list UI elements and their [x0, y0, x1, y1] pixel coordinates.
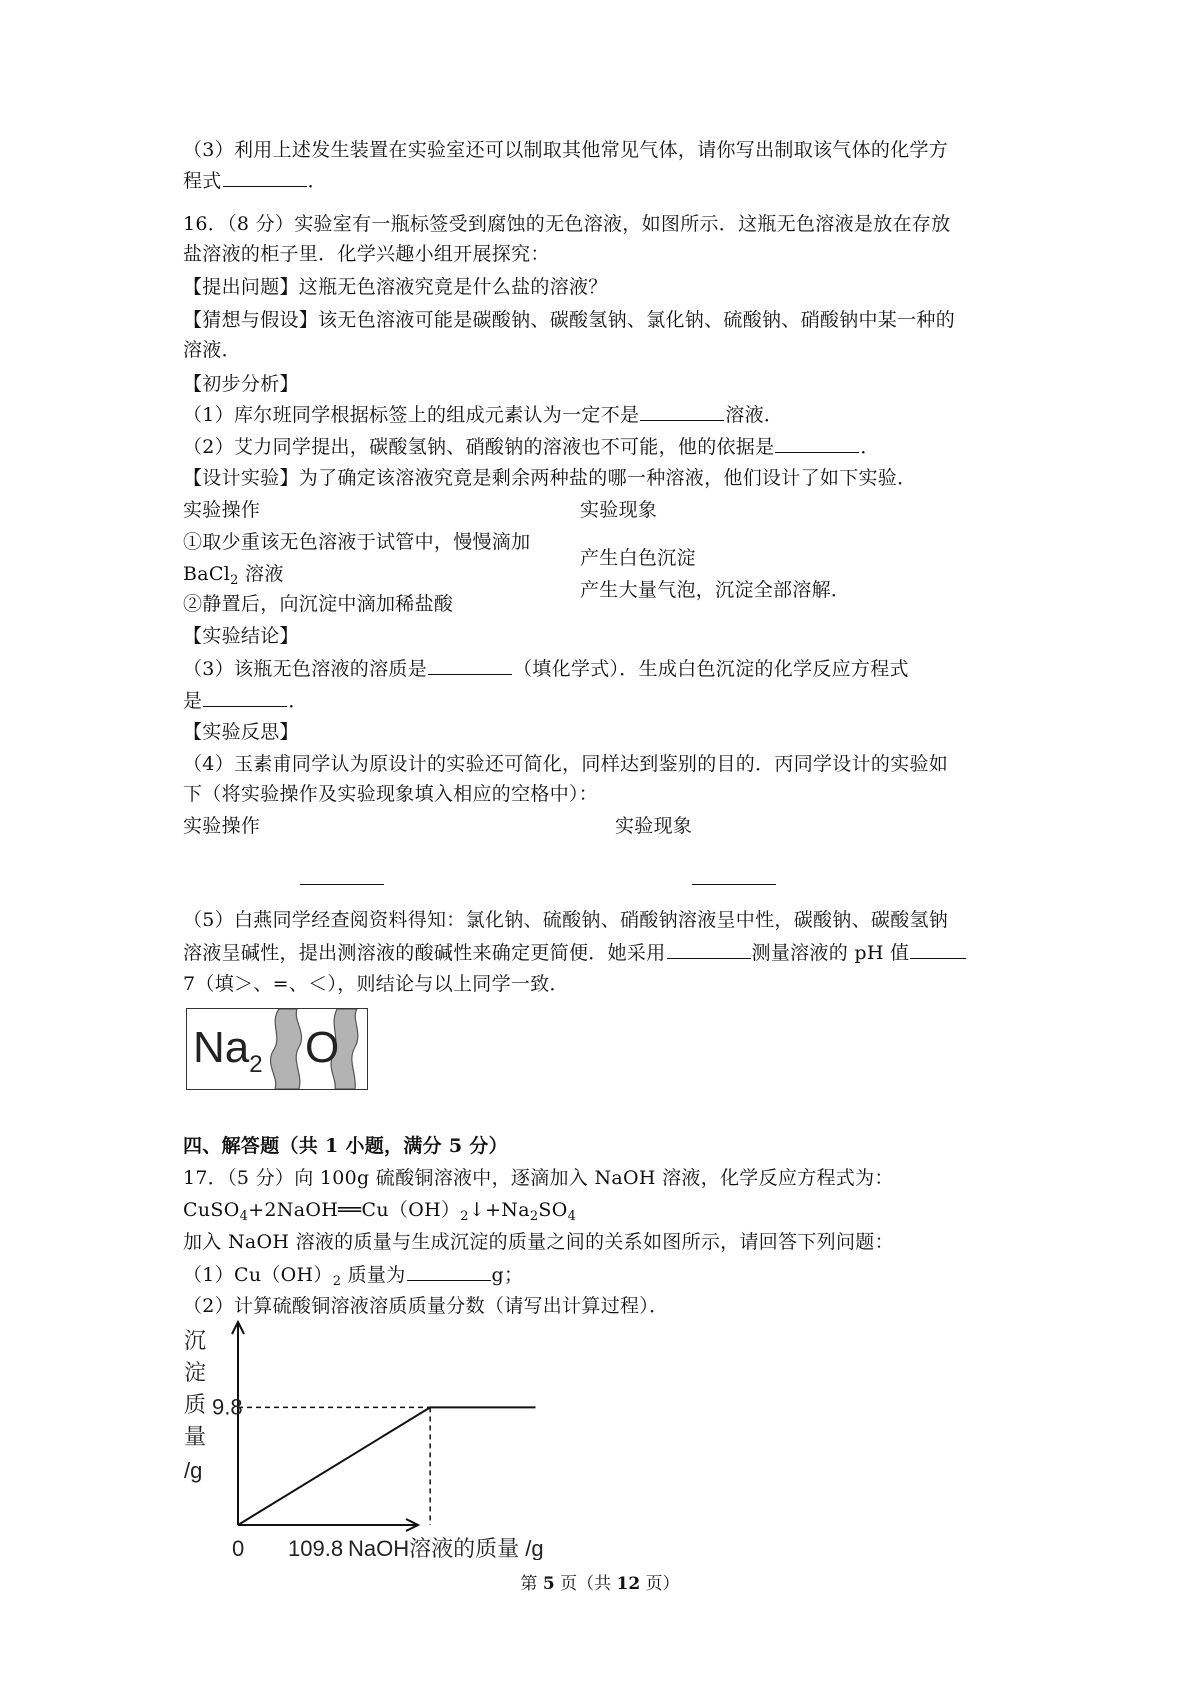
q16-part3-line1 — [183, 654, 909, 683]
text: 测量溶液的 pH 值 — [751, 942, 910, 964]
subscript: 2 — [529, 1209, 539, 1224]
subscript: 4 — [567, 1209, 577, 1224]
q16-design-heading: 【设计实验】为了确定该溶液究竟是剩余两种盐的哪一种溶液，他们设计了如下实验． — [183, 467, 917, 489]
label-na — [193, 1023, 263, 1078]
q16-reflection-heading: 【实验反思】 — [183, 721, 299, 743]
text: （3）该瓶无色溶液的溶质是 — [183, 658, 427, 680]
text: 溶液． — [725, 404, 784, 426]
text: 页） — [640, 1574, 680, 1594]
text: 程式 — [183, 170, 222, 192]
table1-op1-line2 — [183, 560, 284, 588]
subscript: 2 — [230, 573, 239, 588]
q16-stem-line1: 16．（8 分）实验室有一瓶标签受到腐蚀的无色溶液，如图所示．这瓶无色溶液是放在存放 — [183, 213, 951, 235]
q16-hypothesis-line1: 【猜想与假设】该无色溶液可能是碳酸钠、碳酸氢钠、氯化钠、硫酸钠、硝酸钠中某一种的 — [183, 309, 956, 331]
answer-blank[interactable] — [667, 938, 751, 959]
total-pages: 12 — [616, 1574, 641, 1594]
q17-part1 — [183, 1260, 523, 1289]
precipitate-chart — [178, 1320, 578, 1560]
q16-part5-line3: 7（填＞、=、＜），则结论与以上同学一致． — [183, 973, 569, 995]
q17-equation — [183, 1196, 576, 1224]
origin-label: 0 — [232, 1536, 245, 1560]
q16-hypothesis-line2: 溶液． — [183, 339, 241, 361]
answer-blank[interactable] — [775, 432, 859, 453]
q16-part4-line2: 下（将实验操作及实验现象填入相应的空格中）： — [183, 783, 599, 805]
q16-stem-line2: 盐溶液的柜子里．化学兴趣小组开展探究： — [183, 243, 550, 265]
table1-op2: ②静置后，向沉淀中滴加稀盐酸 — [183, 593, 454, 615]
y-axis-label-char: 沉 — [184, 1328, 207, 1353]
text: （1）Cu（OH） — [183, 1264, 333, 1286]
text: CuSO — [183, 1199, 240, 1221]
table1-op-header: 实验操作 — [183, 499, 261, 521]
q16-part1 — [183, 400, 783, 429]
q17-stem: 17．（5 分）向 100g 硫酸铜溶液中，逐滴加入 NaOH 溶液，化学反应方程式为： — [183, 1167, 894, 1189]
answer-blank[interactable] — [407, 1260, 491, 1281]
q15-part3-line2 — [183, 166, 327, 195]
text: 溶液 — [238, 563, 284, 585]
page-number: 5 — [542, 1574, 555, 1594]
text: 第 — [520, 1574, 543, 1594]
y-axis-unit: /g — [184, 1458, 203, 1483]
table1-phenomenon2: 产生大量气泡，沉淀全部溶解． — [580, 579, 851, 601]
text: ↓+Na — [468, 1199, 530, 1221]
subscript: 4 — [239, 1209, 249, 1224]
q16-part2 — [183, 432, 880, 461]
corroded-label-figure — [186, 1008, 368, 1090]
text: 页（共 — [554, 1574, 617, 1594]
label-o: O — [305, 1023, 340, 1072]
subscript: 2 — [249, 1051, 263, 1078]
table2-phenomenon-header: 实验现象 — [615, 815, 693, 837]
x-axis-label: NaOH溶液的质量 /g — [348, 1536, 544, 1560]
q16-part3-line2 — [183, 686, 308, 715]
text: +2NaOH══Cu（OH） — [248, 1199, 461, 1221]
answer-blank[interactable] — [428, 654, 512, 675]
answer-blank[interactable] — [203, 686, 287, 707]
q16-question: 【提出问题】这瓶无色溶液究竟是什么盐的溶液？ — [183, 276, 608, 298]
q17-part2: （2）计算硫酸铜溶液溶质质量分数（请写出计算过程）． — [183, 1295, 669, 1317]
text: ． — [860, 436, 880, 458]
table1-op1-line1: ①取少重该无色溶液于试管中，慢慢滴加 — [183, 531, 531, 553]
y-tick-label: 9.8 — [212, 1394, 243, 1420]
precipitate-line — [238, 1407, 536, 1525]
answer-blank[interactable] — [910, 938, 966, 959]
q17-chart-intro: 加入 NaOH 溶液的质量与生成沉淀的质量之间的关系如图所示，请回答下列问题： — [183, 1231, 894, 1253]
text: g； — [491, 1264, 524, 1286]
text: SO — [538, 1199, 568, 1221]
y-axis-label-char: 淀 — [184, 1360, 207, 1385]
q16-analysis-heading: 【初步分析】 — [183, 373, 299, 395]
answer-blank-phenomenon[interactable] — [692, 884, 776, 885]
text: 溶液呈碱性，提出测溶液的酸碱性来确定更简便．她采用 — [183, 942, 666, 964]
page-footer — [0, 1569, 1200, 1594]
x-tick-label: 109.8 — [288, 1536, 344, 1560]
text: 质量为 — [341, 1264, 406, 1286]
chart-series — [238, 1407, 536, 1525]
text: ． — [307, 170, 327, 192]
text: （填化学式）．生成白色沉淀的化学反应方程式 — [513, 658, 909, 680]
subscript: 2 — [332, 1274, 342, 1289]
q16-part4-line1: （4）玉素甫同学认为原设计的实验还可简化，同样达到鉴别的目的．丙同学设计的实验如 — [183, 753, 949, 775]
table1-phenomenon-header: 实验现象 — [580, 499, 658, 521]
table2-op-header: 实验操作 — [183, 815, 261, 837]
q16-conclusion-heading: 【实验结论】 — [183, 625, 299, 647]
text: （1）库尔班同学根据标签上的组成元素认为一定不是 — [183, 404, 640, 426]
q16-part5-line2 — [183, 938, 967, 967]
answer-blank[interactable] — [640, 400, 724, 421]
subscript: 2 — [460, 1209, 469, 1224]
y-axis-label-char: 量 — [184, 1424, 207, 1449]
y-axis-label-char: 质 — [184, 1392, 207, 1417]
text: BaCl — [183, 563, 231, 585]
q16-part5-line1: （5）白燕同学经查阅资料得知：氯化钠、硫酸钠、硝酸钠溶液呈中性，碳酸钠、碳酸氢钠 — [183, 909, 949, 931]
text: 是 — [183, 690, 203, 712]
text: Na — [193, 1023, 250, 1072]
section-4-heading: 四、解答题（共 1 小题，满分 5 分） — [183, 1135, 508, 1157]
answer-blank[interactable] — [223, 166, 307, 187]
text: （2）艾力同学提出，碳酸氢钠、硝酸钠的溶液也不可能，他的依据是 — [183, 436, 775, 458]
chart-axes — [232, 1322, 418, 1531]
q15-part3-line1: （3）利用上述发生装置在实验室还可以制取其他常见气体，请你写出制取该气体的化学方 — [183, 139, 949, 161]
answer-blank-operation[interactable] — [300, 884, 384, 885]
text: ． — [288, 690, 308, 712]
table1-phenomenon1: 产生白色沉淀 — [580, 547, 696, 569]
